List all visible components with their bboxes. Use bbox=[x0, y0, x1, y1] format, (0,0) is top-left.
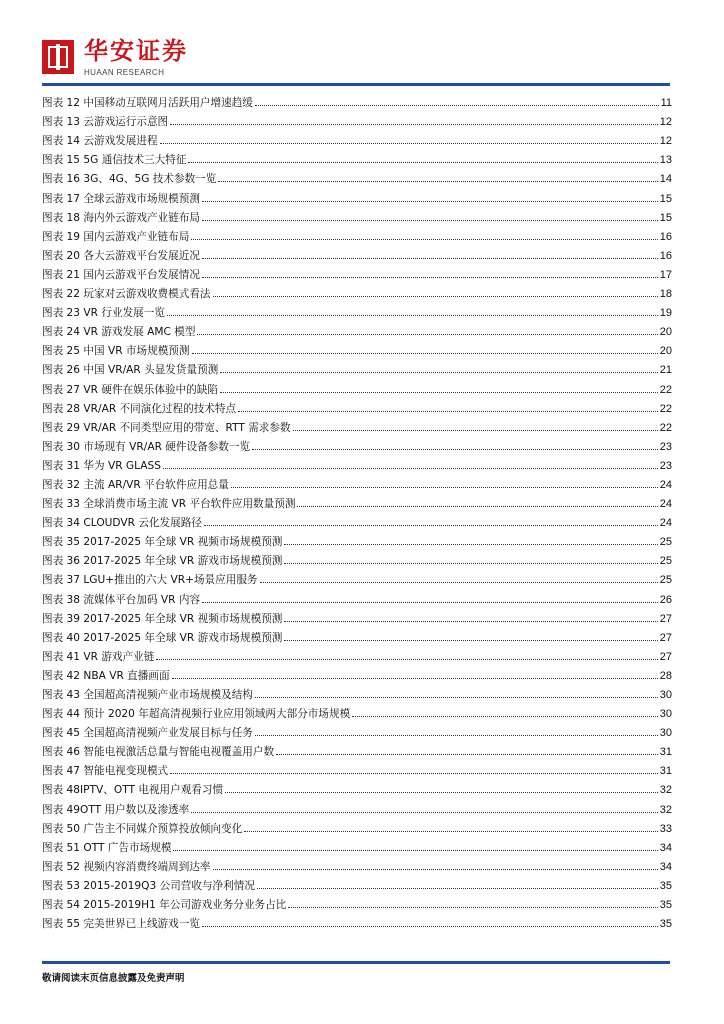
toc-entry-label: 图表 36 2017-2025 年全球 VR 游戏市场规模预测 bbox=[42, 555, 283, 568]
toc-entry[interactable] bbox=[42, 854, 672, 873]
toc-entry[interactable] bbox=[42, 701, 672, 720]
toc-entry[interactable] bbox=[42, 777, 672, 796]
toc-dot-leader bbox=[288, 907, 657, 908]
toc-dot-leader bbox=[352, 716, 658, 717]
toc-entry[interactable] bbox=[42, 224, 672, 243]
toc-entry-page: 12 bbox=[659, 135, 672, 148]
toc-entry-label: 图表 43 全国超高清视频产业市场规模及结构 bbox=[42, 689, 253, 701]
toc-dot-leader bbox=[255, 697, 658, 698]
toc-entry-label: 图表 37 LGU+推出的六大 VR+场景应用服务 bbox=[42, 574, 258, 587]
toc-entry-page: 27 bbox=[659, 650, 672, 663]
toc-entry-label: 图表 16 3G、4G、5G 技术参数一览 bbox=[42, 173, 217, 186]
toc-entry[interactable] bbox=[42, 128, 672, 147]
toc-entry-label: 图表 19 国内云游戏产业链布局 bbox=[42, 230, 190, 243]
toc-entry-label: 图表 32 主流 AR/VR 平台软件应用总量 bbox=[42, 478, 229, 491]
toc-entry-label: 图表 26 中国 VR/AR 头显发货量预测 bbox=[42, 364, 219, 377]
toc-dot-leader bbox=[284, 621, 657, 622]
toc-entry[interactable] bbox=[42, 415, 672, 434]
toc-entry-page: 25 bbox=[659, 574, 672, 587]
toc-entry-label: 图表 21 国内云游戏平台发展情况 bbox=[42, 268, 200, 281]
toc-entry-label: 图表 28 VR/AR 不同演化过程的技术特点 bbox=[42, 402, 237, 415]
toc-dot-leader bbox=[293, 430, 658, 431]
toc-entry-page: 26 bbox=[659, 593, 672, 606]
toc-entry-page: 25 bbox=[659, 536, 672, 549]
toc-entry-label: 图表 44 预计 2020 年超高清视频行业应用领域两大部分市场规模 bbox=[42, 708, 351, 721]
toc-dot-leader bbox=[173, 850, 657, 851]
toc-entry-page: 16 bbox=[659, 249, 672, 262]
huaan-logo-icon bbox=[42, 40, 74, 74]
toc-entry[interactable] bbox=[42, 796, 672, 815]
toc-dot-leader bbox=[284, 563, 657, 564]
toc-entry-page: 12 bbox=[659, 116, 672, 129]
toc-entry-label: 图表 39 2017-2025 年全球 VR 视频市场规模预测 bbox=[42, 612, 283, 625]
toc-entry-label: 图表 41 VR 游戏产业链 bbox=[42, 650, 155, 663]
toc-entry-label: 图表 50 广告主不同媒介预算投放倾向变化 bbox=[42, 822, 243, 835]
toc-entry-page: 34 bbox=[659, 841, 672, 854]
toc-entry-page: 13 bbox=[659, 154, 672, 167]
toc-entry-label: 图表 12 中国移动互联网月活跃用户增速趋缓 bbox=[42, 97, 253, 110]
toc-entry-page: 30 bbox=[659, 689, 672, 701]
toc-entry[interactable] bbox=[42, 911, 672, 930]
toc-entry-page: 20 bbox=[659, 345, 672, 358]
footer-divider bbox=[42, 961, 670, 964]
toc-entry-label: 图表 48IPTV、OTT 电视用户观看习惯 bbox=[42, 784, 224, 797]
toc-dot-leader bbox=[191, 239, 657, 240]
toc-dot-leader bbox=[255, 105, 659, 106]
toc-entry-page: 17 bbox=[659, 268, 672, 281]
toc-entry[interactable] bbox=[42, 586, 672, 605]
toc-entry-page: 14 bbox=[659, 173, 672, 186]
toc-entry-page: 24 bbox=[659, 517, 672, 530]
toc-entry[interactable] bbox=[42, 739, 672, 758]
toc-dot-leader bbox=[170, 124, 658, 125]
toc-entry-page: 27 bbox=[659, 631, 672, 644]
toc-entry-label: 图表 46 智能电视激活总量与智能电视覆盖用户数 bbox=[42, 746, 275, 759]
toc-entry-label: 图表 40 2017-2025 年全球 VR 游戏市场规模预测 bbox=[42, 631, 283, 644]
toc-entry-page: 35 bbox=[659, 879, 672, 892]
toc-entry[interactable] bbox=[42, 205, 672, 224]
toc-entry[interactable] bbox=[42, 491, 672, 510]
toc-dot-leader bbox=[170, 773, 658, 774]
toc-entry[interactable] bbox=[42, 720, 672, 739]
toc-entry[interactable] bbox=[42, 816, 672, 835]
toc-dot-leader bbox=[213, 296, 658, 297]
toc-dot-leader bbox=[297, 506, 657, 507]
toc-dot-leader bbox=[192, 353, 658, 354]
toc-entry-label: 图表 24 VR 游戏发展 AMC 模型 bbox=[42, 326, 196, 339]
toc-entry[interactable] bbox=[42, 529, 672, 548]
toc-entry[interactable] bbox=[42, 835, 672, 854]
toc-dot-leader bbox=[220, 372, 657, 373]
toc-entry-label: 图表 15 5G 通信技术三大特征 bbox=[42, 154, 187, 167]
toc-dot-leader bbox=[238, 411, 658, 412]
toc-entry[interactable] bbox=[42, 90, 672, 109]
toc-entry[interactable] bbox=[42, 606, 672, 625]
toc-entry-label: 图表 52 视频内容消费终端周到达率 bbox=[42, 860, 211, 873]
toc-entry-page: 18 bbox=[659, 288, 672, 301]
toc-entry-label: 图表 20 各大云游戏平台发展近况 bbox=[42, 249, 200, 262]
toc-entry[interactable] bbox=[42, 625, 672, 644]
toc-entry-page: 35 bbox=[659, 918, 672, 931]
toc-entry[interactable] bbox=[42, 434, 672, 453]
toc-entry[interactable] bbox=[42, 357, 672, 376]
toc-entry-label: 图表 22 玩家对云游戏收费模式看法 bbox=[42, 288, 211, 301]
toc-entry[interactable] bbox=[42, 243, 672, 262]
toc-entry-page: 24 bbox=[659, 478, 672, 491]
toc-dot-leader bbox=[202, 220, 658, 221]
toc-entry[interactable] bbox=[42, 548, 672, 567]
toc-dot-leader bbox=[244, 831, 657, 832]
toc-dot-leader bbox=[255, 735, 658, 736]
toc-entry[interactable] bbox=[42, 319, 672, 338]
toc-dot-leader bbox=[213, 869, 658, 870]
toc-entry-page: 30 bbox=[659, 727, 672, 740]
toc-dot-leader bbox=[225, 792, 658, 793]
toc-entry-label: 图表 25 中国 VR 市场规模预测 bbox=[42, 345, 190, 358]
toc-dot-leader bbox=[191, 812, 658, 813]
footer-disclaimer: 敬请阅读末页信息披露及免责声明 bbox=[42, 973, 185, 984]
toc-dot-leader bbox=[257, 888, 658, 889]
toc-entry-label: 图表 38 流媒体平台加码 VR 内容 bbox=[42, 593, 201, 606]
toc-entry-label: 图表 49OTT 用户数以及渗透率 bbox=[42, 803, 190, 816]
toc-entry-page: 31 bbox=[659, 765, 672, 778]
toc-entry[interactable] bbox=[42, 147, 672, 166]
toc-dot-leader bbox=[260, 582, 658, 583]
toc-entry[interactable] bbox=[42, 396, 672, 415]
toc-entry-page: 34 bbox=[659, 860, 672, 873]
toc-entry[interactable] bbox=[42, 472, 672, 491]
toc-dot-leader bbox=[202, 258, 658, 259]
toc-entry-label: 图表 13 云游戏运行示意图 bbox=[42, 116, 169, 129]
toc-entry[interactable] bbox=[42, 510, 672, 529]
table-of-figures bbox=[42, 90, 672, 930]
toc-dot-leader bbox=[202, 277, 658, 278]
toc-entry-page: 27 bbox=[659, 612, 672, 625]
toc-dot-leader bbox=[202, 926, 658, 927]
toc-entry-page: 23 bbox=[659, 459, 672, 472]
toc-entry-label: 图表 47 智能电视变现模式 bbox=[42, 765, 169, 778]
toc-entry-page: 19 bbox=[659, 307, 672, 320]
toc-entry-label: 图表 34 CLOUDVR 云化发展路径 bbox=[42, 517, 202, 530]
toc-entry-page: 23 bbox=[659, 440, 672, 453]
toc-entry-page: 22 bbox=[659, 402, 672, 415]
toc-entry-page: 28 bbox=[659, 669, 672, 682]
toc-entry-page: 22 bbox=[659, 421, 672, 434]
toc-entry-label: 图表 35 2017-2025 年全球 VR 视频市场规模预测 bbox=[42, 536, 283, 549]
toc-entry[interactable] bbox=[42, 376, 672, 395]
toc-dot-leader bbox=[284, 544, 657, 545]
toc-entry-page: 31 bbox=[659, 746, 672, 759]
toc-entry[interactable] bbox=[42, 758, 672, 777]
toc-entry-page: 15 bbox=[659, 192, 672, 205]
toc-entry[interactable] bbox=[42, 453, 672, 472]
toc-entry-page: 35 bbox=[659, 899, 672, 912]
brand-name-en: HUAAN RESEARCH bbox=[84, 68, 165, 77]
toc-dot-leader bbox=[204, 525, 658, 526]
toc-dot-leader bbox=[218, 181, 657, 182]
toc-entry[interactable] bbox=[42, 109, 672, 128]
toc-entry-page: 15 bbox=[659, 211, 672, 224]
toc-entry[interactable] bbox=[42, 300, 672, 319]
toc-entry[interactable] bbox=[42, 567, 672, 586]
toc-dot-leader bbox=[188, 162, 657, 163]
toc-entry-page: 21 bbox=[659, 364, 672, 377]
toc-entry[interactable] bbox=[42, 262, 672, 281]
toc-entry-label: 图表 31 华为 VR GLASS bbox=[42, 459, 161, 472]
toc-entry[interactable] bbox=[42, 682, 672, 701]
toc-entry-page: 16 bbox=[659, 230, 672, 243]
toc-entry[interactable] bbox=[42, 185, 672, 204]
toc-entry-label: 图表 17 全球云游戏市场规模预测 bbox=[42, 192, 200, 205]
toc-entry-page: 22 bbox=[659, 383, 672, 396]
toc-entry-label: 图表 30 市场现有 VR/AR 硬件设备参数一览 bbox=[42, 440, 251, 453]
header-divider bbox=[42, 83, 670, 86]
toc-entry-page: 32 bbox=[659, 784, 672, 797]
toc-dot-leader bbox=[231, 487, 658, 488]
toc-entry[interactable] bbox=[42, 644, 672, 663]
toc-entry[interactable] bbox=[42, 166, 672, 185]
toc-entry-label: 图表 45 全国超高清视频产业发展目标与任务 bbox=[42, 727, 253, 740]
toc-entry-label: 图表 14 云游戏发展进程 bbox=[42, 135, 158, 148]
brand-name-cn: 华安证券 bbox=[84, 36, 188, 65]
toc-entry-label: 图表 51 OTT 广告市场规模 bbox=[42, 841, 172, 854]
toc-entry[interactable] bbox=[42, 663, 672, 682]
page-header bbox=[42, 36, 682, 86]
toc-entry[interactable] bbox=[42, 892, 672, 911]
toc-entry-page: 33 bbox=[659, 822, 672, 835]
toc-dot-leader bbox=[202, 201, 658, 202]
toc-dot-leader bbox=[172, 678, 658, 679]
toc-entry-page: 20 bbox=[659, 326, 672, 339]
toc-dot-leader bbox=[156, 659, 657, 660]
toc-entry[interactable] bbox=[42, 281, 672, 300]
toc-entry-label: 图表 53 2015-2019Q3 公司营收与净利情况 bbox=[42, 879, 255, 892]
toc-entry-label: 图表 23 VR 行业发展一览 bbox=[42, 307, 165, 320]
toc-entry-label: 图表 29 VR/AR 不同类型应用的带宽、RTT 需求参数 bbox=[42, 421, 291, 434]
toc-dot-leader bbox=[202, 602, 658, 603]
toc-dot-leader bbox=[252, 449, 658, 450]
toc-entry[interactable] bbox=[42, 338, 672, 357]
toc-entry-page: 11 bbox=[660, 97, 672, 110]
toc-entry[interactable] bbox=[42, 873, 672, 892]
toc-entry-label: 图表 42 NBA VR 直播画面 bbox=[42, 669, 170, 682]
toc-dot-leader bbox=[284, 640, 657, 641]
toc-dot-leader bbox=[160, 143, 658, 144]
toc-entry-label: 图表 27 VR 硬件在娱乐体验中的缺陷 bbox=[42, 383, 218, 396]
toc-dot-leader bbox=[197, 334, 657, 335]
toc-dot-leader bbox=[276, 754, 658, 755]
toc-dot-leader bbox=[163, 468, 658, 469]
toc-entry-label: 图表 54 2015-2019H1 年公司游戏业务分业务占比 bbox=[42, 899, 287, 912]
toc-entry-page: 30 bbox=[659, 708, 672, 721]
toc-dot-leader bbox=[167, 315, 658, 316]
toc-entry-page: 24 bbox=[659, 498, 672, 511]
toc-entry-label: 图表 33 全球消费市场主流 VR 平台软件应用数量预测 bbox=[42, 498, 296, 511]
toc-entry-page: 25 bbox=[659, 555, 672, 568]
toc-entry-label: 图表 18 海内外云游戏产业链布局 bbox=[42, 211, 200, 224]
toc-entry-page: 32 bbox=[659, 803, 672, 816]
toc-dot-leader bbox=[220, 392, 658, 393]
toc-entry-label: 图表 55 完美世界已上线游戏一览 bbox=[42, 918, 200, 931]
